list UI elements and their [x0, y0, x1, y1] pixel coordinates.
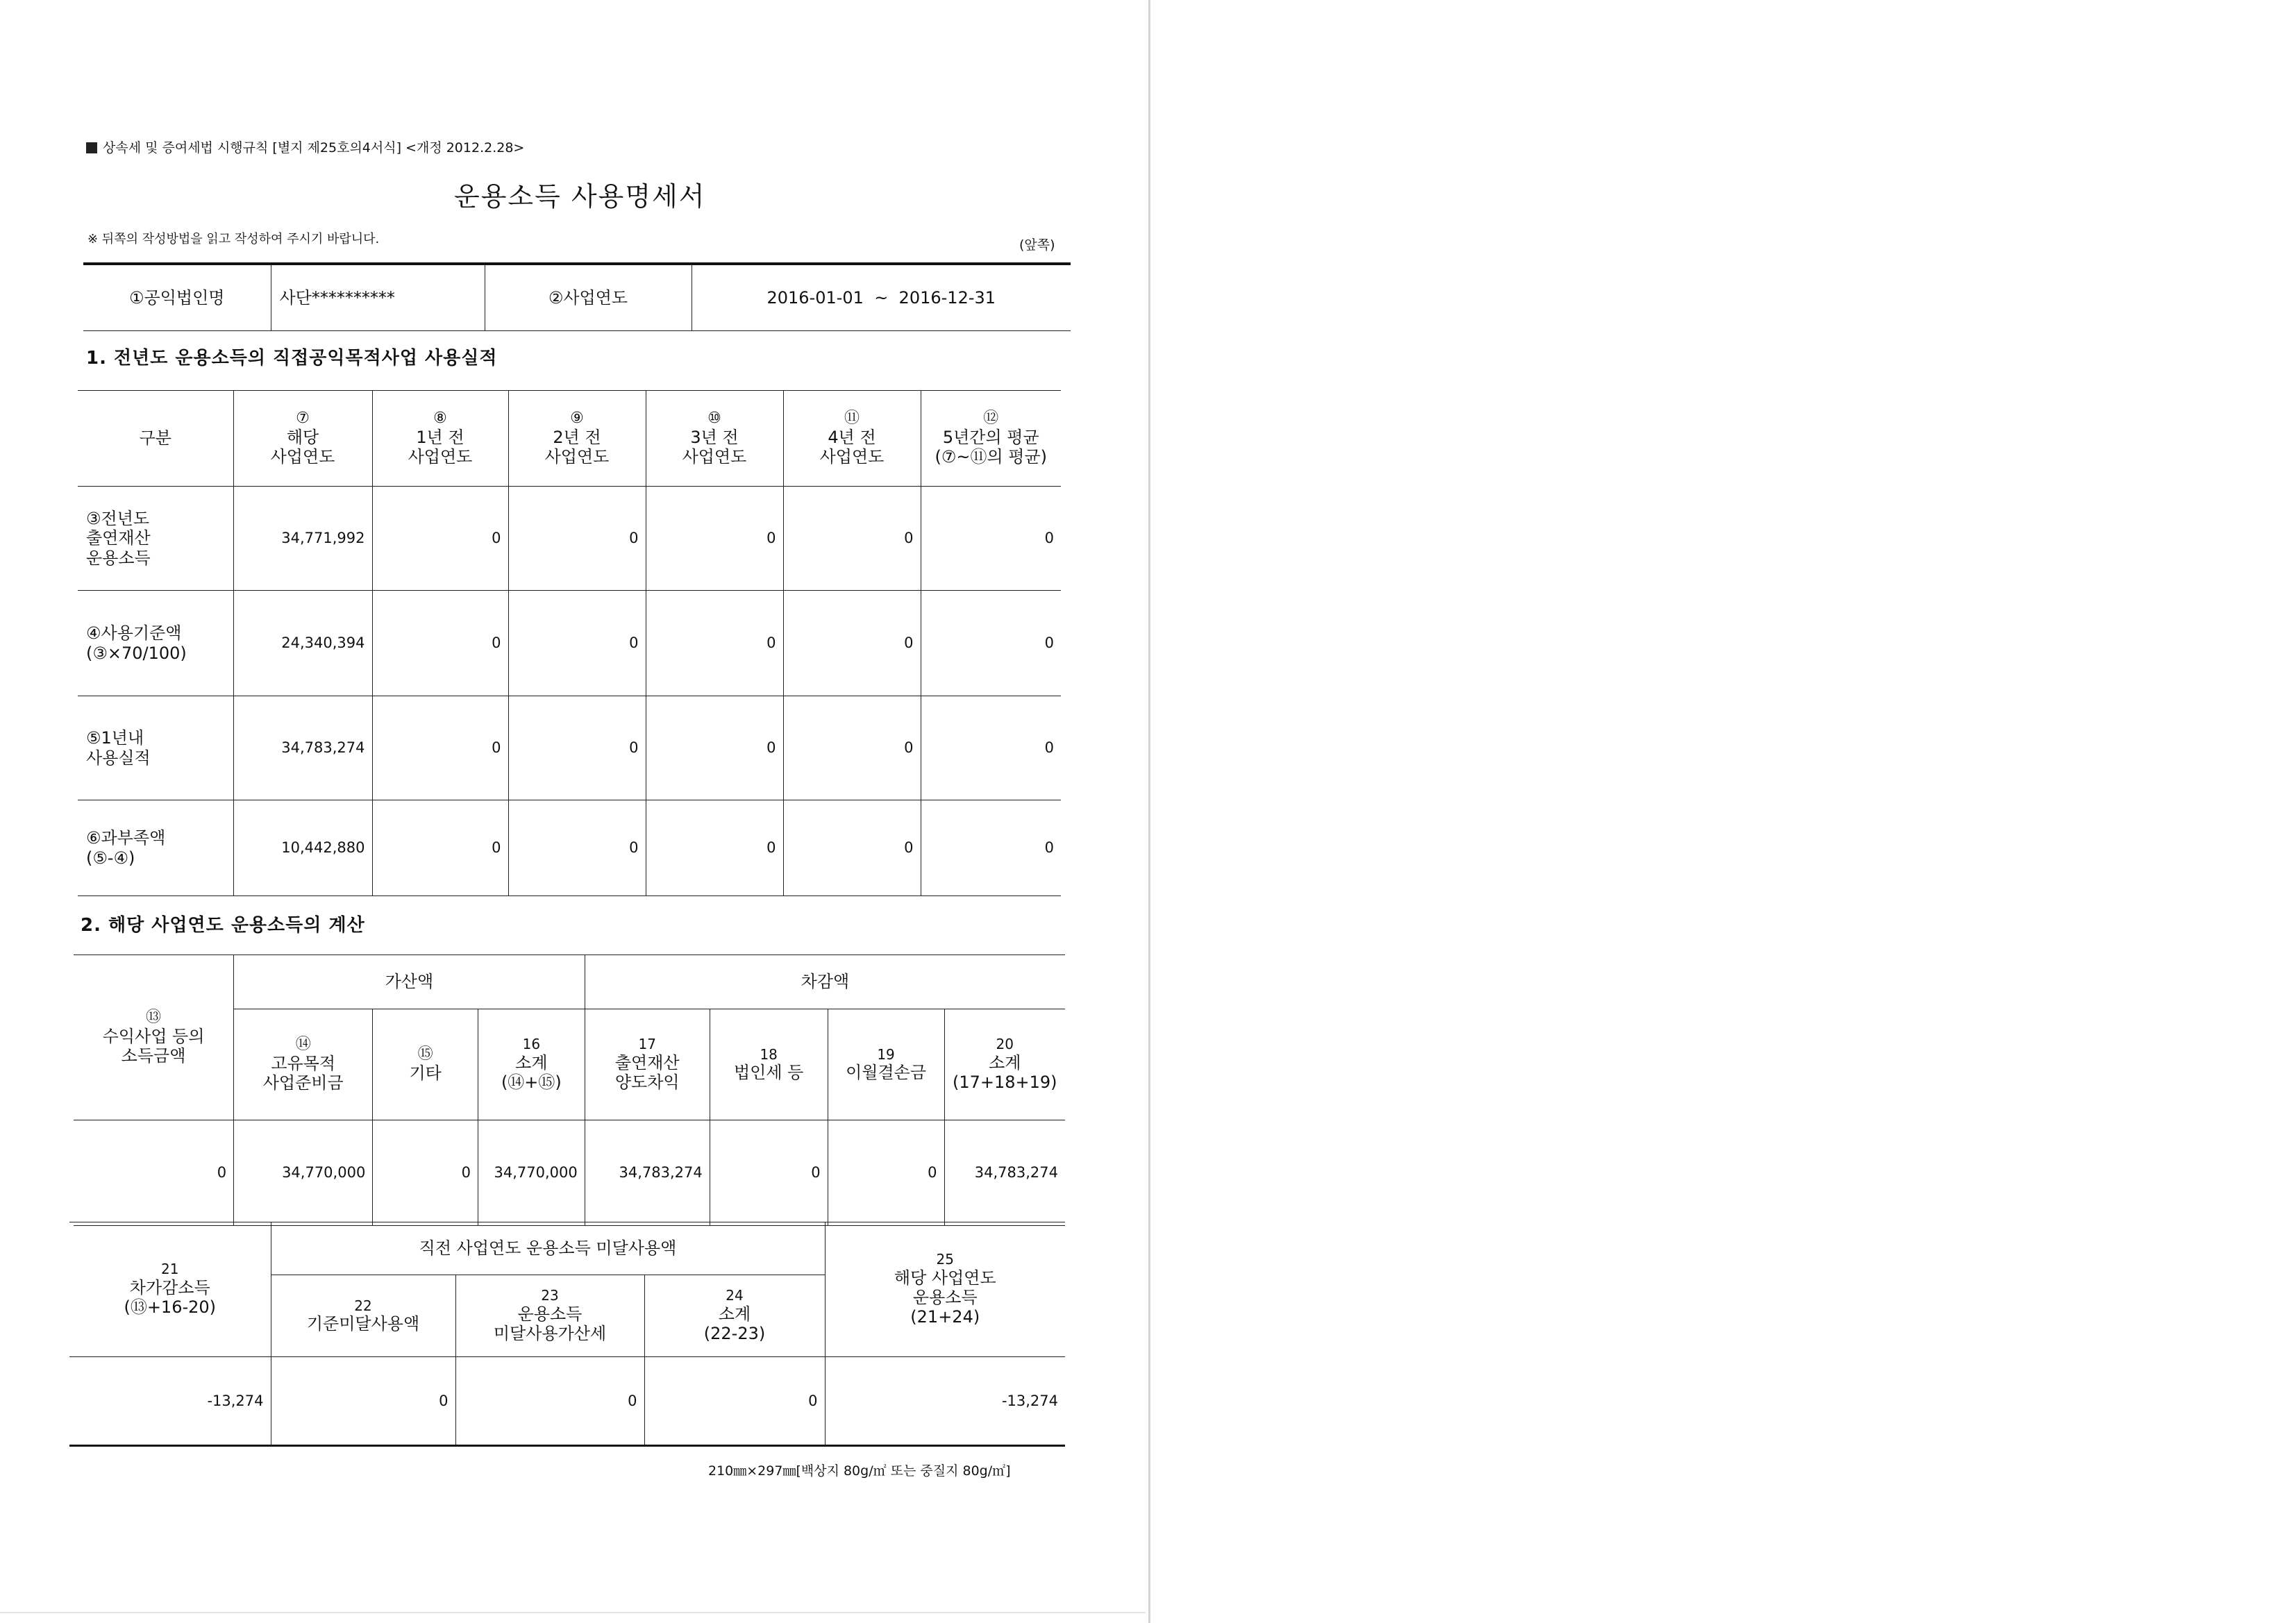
col-header: ⑦ 해당 사업연도 [233, 391, 372, 487]
col25-header: 25 해당 사업연도 운용소득 (21+24) [825, 1222, 1065, 1357]
instruction-note: ※ 뒤쪽의 작성방법을 읽고 작성하여 주시기 바랍니다. [87, 232, 380, 246]
col-header: ⑫ 5년간의 평균 (⑦~⑪의 평균) [921, 391, 1061, 487]
add-amount-group: 가산액 [234, 955, 585, 1009]
col-header: ⑧ 1년 전 사업연도 [372, 391, 508, 487]
table-cell: 0 [783, 696, 921, 800]
table-cell: 34,783,274 [944, 1120, 1065, 1226]
table-cell: 0 [646, 800, 783, 896]
table-cell: 0 [828, 1120, 944, 1226]
table-cell: 0 [508, 487, 646, 591]
corp-name-value: 사단********** [271, 264, 485, 331]
table-cell: 0 [921, 800, 1061, 896]
header-table [83, 262, 1071, 331]
table-cell: 0 [74, 1120, 234, 1226]
deduct-amount-group: 차감액 [585, 955, 1065, 1009]
form-reference-text: 상속세 및 증여세법 시행규칙 [별지 제25호의4서식] <개정 2012.2.28> [103, 140, 525, 155]
table-cell: 34,783,274 [233, 696, 372, 800]
col20-header: 20 소계 (17+18+19) [944, 1009, 1065, 1120]
table-header-row [69, 1222, 1065, 1275]
table-row [69, 1357, 1065, 1446]
table-cell: 0 [646, 487, 783, 591]
row-label: ⑥과부족액 (⑤-④) [78, 800, 233, 896]
table-header-row [78, 391, 1061, 487]
table-cell: 0 [783, 487, 921, 591]
table-cell: 0 [372, 487, 508, 591]
unused-amount-group: 직전 사업연도 운용소득 미달사용액 [271, 1222, 825, 1275]
square-bullet-icon [86, 142, 97, 153]
front-side-label: (앞쪽) [1019, 237, 1055, 253]
table-row [78, 591, 1061, 696]
col15-header: ⑮ 기타 [373, 1009, 478, 1120]
paper-spec: 210㎜×297㎜[백상지 80g/㎡ 또는 중질지 80g/㎡] [708, 1463, 1011, 1479]
table-row [74, 1120, 1065, 1226]
col-header: ⑨ 2년 전 사업연도 [508, 391, 646, 487]
table-cell: 0 [508, 591, 646, 696]
table-cell: 0 [783, 591, 921, 696]
table-cell: 0 [508, 800, 646, 896]
table-cell: 0 [646, 591, 783, 696]
col14-header: ⑭ 고유목적 사업준비금 [234, 1009, 373, 1120]
income-calc-table [74, 955, 1065, 1226]
table-cell: 0 [710, 1120, 828, 1226]
row-label: ⑤1년내 사용실적 [78, 696, 233, 800]
blank-back-page [1153, 0, 2296, 1623]
table-cell: 34,770,000 [478, 1120, 585, 1226]
form-reference [86, 137, 524, 156]
table-cell: 0 [271, 1357, 455, 1446]
col22-header: 22 기준미달사용액 [271, 1275, 455, 1357]
col24-header: 24 소계 (22-23) [644, 1275, 825, 1357]
row-label: ③전년도 출연재산 운용소득 [78, 487, 233, 591]
table-cell: 0 [372, 800, 508, 896]
table-cell: 0 [646, 696, 783, 800]
table-cell: 0 [508, 696, 646, 800]
section1-title: 1. 전년도 운용소득의 직접공익목적사업 사용실적 [86, 348, 498, 369]
table-row [78, 696, 1061, 800]
table-row [78, 800, 1061, 896]
table-cell: 0 [783, 800, 921, 896]
col23-header: 23 운용소득 미달사용가산세 [455, 1275, 644, 1357]
table-cell: 34,771,992 [233, 487, 372, 591]
table-cell: 34,770,000 [234, 1120, 373, 1226]
category-header: 구분 [78, 391, 233, 487]
corp-name-label: ①공익법인명 [83, 264, 271, 331]
section2-title: 2. 해당 사업연도 운용소득의 계산 [81, 915, 365, 936]
table-cell: -13,274 [825, 1357, 1065, 1446]
row-label: ④사용기준액 (③×70/100) [78, 591, 233, 696]
table-header-row [74, 955, 1065, 1009]
col17-header: 17 출연재산 양도차익 [585, 1009, 710, 1120]
scan-edge [0, 1612, 1146, 1613]
table-cell: -13,274 [69, 1357, 271, 1446]
table-cell: 0 [921, 696, 1061, 800]
net-income-table [69, 1222, 1065, 1447]
table-cell: 0 [372, 591, 508, 696]
table-cell: 0 [644, 1357, 825, 1446]
col13-header: ⑬ 수익사업 등의 소득금액 [74, 955, 234, 1120]
col21-header: 21 차가감소득 (⑬+16-20) [69, 1222, 271, 1357]
business-year-label: ②사업연도 [485, 264, 692, 331]
col-header: ⑪ 4년 전 사업연도 [783, 391, 921, 487]
table-cell: 34,783,274 [585, 1120, 710, 1226]
business-year-value: 2016-01-01 ~ 2016-12-31 [692, 264, 1071, 331]
page-fold-line [1148, 0, 1150, 1623]
usage-performance-table [78, 390, 1061, 896]
table-cell: 0 [372, 696, 508, 800]
table-cell: 10,442,880 [233, 800, 372, 896]
col-header: ⑩ 3년 전 사업연도 [646, 391, 783, 487]
col19-header: 19 이월결손금 [828, 1009, 944, 1120]
table-cell: 0 [455, 1357, 644, 1446]
col16-header: 16 소계 (⑭+⑮) [478, 1009, 585, 1120]
table-cell: 0 [373, 1120, 478, 1226]
col18-header: 18 법인세 등 [710, 1009, 828, 1120]
table-cell: 0 [921, 487, 1061, 591]
table-row [78, 487, 1061, 591]
table-cell: 0 [921, 591, 1061, 696]
document-title-text: 운용소득 사용명세서 [454, 181, 706, 212]
table-cell: 24,340,394 [233, 591, 372, 696]
